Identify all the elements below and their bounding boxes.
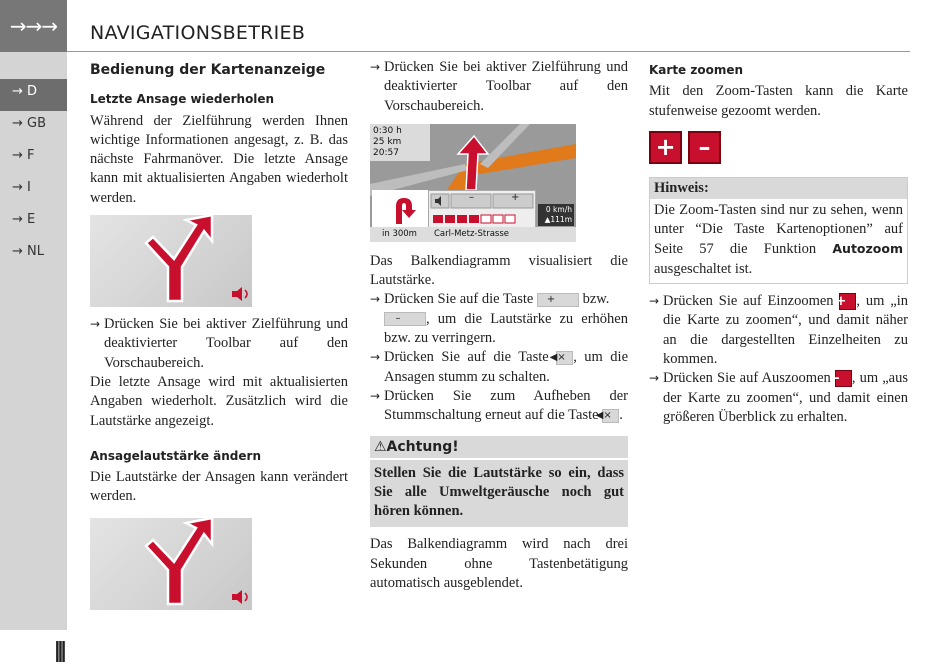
language-list	[0, 79, 67, 271]
step-unmute: → Drücken Sie zum Aufheben der Stummschaltung erneut auf die Taste ◀× .	[370, 387, 628, 424]
turn-arrow-icon	[90, 518, 252, 610]
status-bar: in 300m Carl-Metz-Strasse	[370, 227, 576, 242]
language-tab-d[interactable]: → D	[0, 79, 67, 111]
hint-box	[649, 177, 908, 284]
speaker-icon	[232, 287, 247, 301]
column-1	[90, 58, 348, 618]
zoom-in-key-icon: +	[839, 293, 856, 310]
step-volume-keys: → Drücken Sie auf die Taste + bzw. – , um die Lautstärke zu erhöhen bzw. zu verringern.	[370, 291, 628, 347]
language-tab-i[interactable]: → I	[12, 180, 31, 195]
step-mute: → Drücken Sie auf die Taste ◀× , um die Ansagen stumm zu schalten.	[370, 349, 629, 385]
paragraph-volume: Die Lautstärke der Ansagen kann verändert werden.	[90, 469, 348, 505]
language-tab-gb[interactable]: → GB	[12, 116, 47, 131]
step-zoom-out: → Drücken Sie auf Auszoomen – , um „aus der Karte zu zoomen“, und damit einen größeren Überblick zu erhalten.	[649, 370, 908, 425]
turn-arrow-icon	[90, 215, 252, 307]
step-zoom-in: → Drücken Sie auf Einzoomen + , um „in die Karte zu zoomen“, und damit näher an die dargestellten Einzelheiten zu kommen.	[649, 293, 908, 367]
speed-altitude-readout: 0 km/h ▲111m	[538, 204, 574, 226]
subheading-zoom: Karte zoomen	[649, 63, 744, 77]
paragraph-bar-chart: Das Balkendiagramm visualisiert die Lautstärke.	[370, 252, 628, 289]
zoom-in-button[interactable]: +	[649, 131, 682, 164]
warning-body: Stellen Sie die Lautstärke so ein, dass Sie alle Umweltgeräusche noch gut hören können.	[374, 464, 624, 520]
language-tab-f[interactable]: → F	[12, 148, 35, 163]
zoom-keys	[649, 131, 908, 165]
volume-minus-key: –	[384, 312, 426, 326]
turn-preview[interactable]	[372, 190, 428, 228]
paragraph-zoom: Mit den Zoom-Tasten kann die Karte stufenweise gezoomt werden.	[649, 83, 908, 119]
mute-key-icon: ◀×	[556, 351, 573, 365]
warning-title: ⚠Achtung!	[370, 436, 628, 460]
section-heading: Bedienung der Kartenanzeige	[90, 62, 326, 78]
warning-box	[370, 436, 628, 528]
step-tap-preview: → Drücken Sie bei aktiver Zielführung und deaktivierter Toolbar auf den Vorschaubereich.	[370, 59, 628, 114]
zoom-out-key-icon: –	[835, 370, 852, 387]
volume-panel: – +	[428, 190, 536, 228]
title-divider	[67, 51, 910, 52]
subheading-repeat-announcement: Letzte Ansage wiederholen	[90, 92, 275, 107]
u-turn-icon	[372, 190, 428, 228]
subheading-volume: Ansagelautstärke ändern	[90, 448, 261, 463]
paragraph-result: Die letzte Ansage wird mit aktualisierten Angaben wiederholt. Zusätzlich wird die Lautstärke angezeigt.	[90, 373, 348, 429]
page-marker: ⫴	[55, 638, 66, 668]
hint-title: Hinweis:	[650, 178, 907, 199]
sidebar	[0, 0, 67, 630]
paragraph-auto-hide: Das Balkendiagramm wird nach drei Sekunden ohne Tastenbetätigung automatisch ausgeblendet.	[370, 536, 628, 592]
section-arrows: →→→	[0, 0, 67, 52]
page-title: NAVIGATIONSBETRIEB	[90, 22, 306, 44]
volume-plus-key: +	[537, 293, 579, 307]
column-3	[649, 58, 908, 427]
navigation-screenshot	[370, 124, 576, 242]
preview-area-illustration	[90, 215, 252, 307]
hint-body: Die Zoom-Tasten sind nur zu sehen, wenn unter “Die Taste Kartenoptionen” auf Seite 57 die Funktion Autozoom ausgeschaltet ist.	[654, 201, 903, 277]
trip-info: 0:30 h 25 km 20:57	[370, 124, 430, 161]
language-tab-e[interactable]: → E	[12, 212, 36, 227]
column-2	[370, 58, 628, 593]
paragraph-intro: Während der Zielführung werden Ihnen wichtige Informationen angesagt, z. B. das nächste Fahrmanöver. Die letzte Ansage kann mit aktualisierten Angaben wiederholt werden.	[90, 112, 348, 206]
language-tab-nl[interactable]: → NL	[12, 244, 44, 259]
zoom-out-button[interactable]: –	[688, 131, 721, 164]
speaker-icon	[232, 590, 247, 604]
mute-key-icon: ◀×	[602, 409, 619, 423]
preview-area-illustration-2	[90, 518, 252, 610]
step-tap-preview: → Drücken Sie bei aktiver Zielführung und deaktivierter Toolbar auf den Vorschaubereich.	[90, 316, 348, 371]
